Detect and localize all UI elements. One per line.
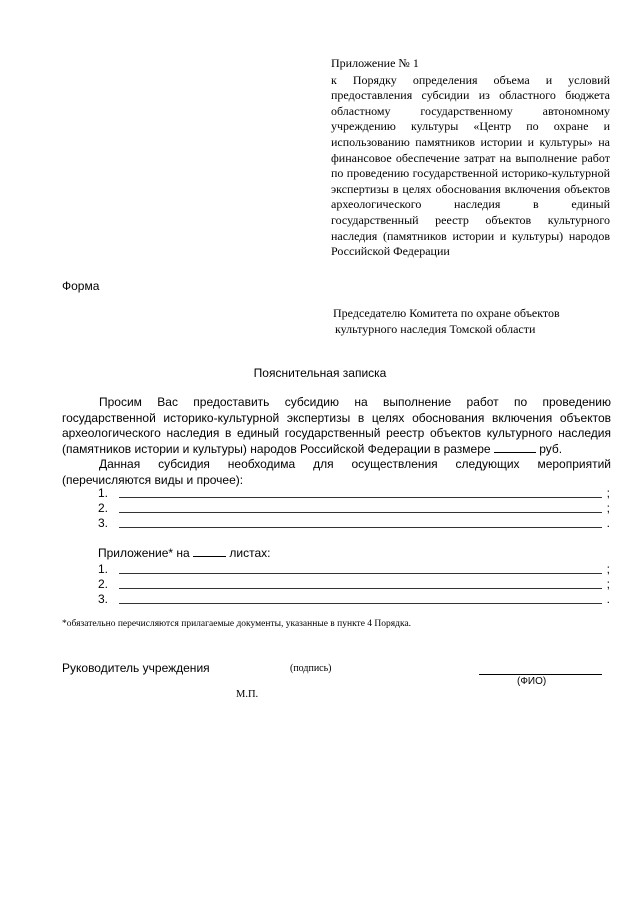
request-text-before-blank: Просим Вас предоставить субсидию на выполнение работ по проведению государственной историко-культурной экспертизы в целях обоснования включения объектов археологического наследия в единый государственный реестр объектов культурного наследия (памятников истории и культуры) народов Российской Федерации в размере	[62, 395, 611, 456]
attachments-list	[98, 562, 610, 607]
item-number: 2.	[98, 501, 109, 515]
list-item	[98, 501, 610, 516]
list-item	[98, 516, 610, 531]
currency-label: руб.	[539, 441, 563, 456]
fio-line	[479, 674, 602, 675]
item-end: .	[606, 516, 610, 530]
list-item	[98, 577, 610, 592]
recipient-line-1: Председателю Комитета по охране объектов	[333, 306, 560, 320]
amount-blank	[494, 442, 536, 453]
item-number: 3.	[98, 516, 109, 530]
item-end: .	[606, 592, 610, 606]
attachment-label	[98, 546, 270, 560]
footnote: *обязательно перечисляются прилагаемые документы, указанные в пункте 4 Порядка.	[62, 619, 412, 629]
item-number: 1.	[98, 486, 109, 500]
list-item	[98, 562, 610, 577]
item-end: ;	[606, 486, 610, 500]
fill-line	[119, 573, 602, 574]
request-text	[62, 395, 611, 488]
attachment-label-prefix: Приложение* на	[98, 546, 190, 560]
item-end: ;	[606, 562, 610, 576]
fill-line	[119, 603, 602, 604]
list-item	[98, 486, 610, 501]
recipient-line-2: культурного наследия Томской области	[335, 322, 536, 336]
signature-caption: (подпись)	[290, 663, 332, 674]
form-label: Форма	[62, 279, 100, 293]
fill-line	[119, 588, 602, 589]
item-end: ;	[606, 501, 610, 515]
annex-title: Приложение № 1	[331, 56, 419, 70]
annex-body: к Порядку определения объема и условий предоставления субсидии из областного бюджета областному государственному автономному учреждению культуры «Центр по охране и использованию памятников истории и культуры» на финансовое обеспечение затрат на выполнение работ по проведению государственной историко-культурной экспертизы в целях обоснования включения объектов археологического наследия в единый государственный реестр объектов культурного наследия (памятников истории и культуры) народов Российской Федерации	[331, 72, 610, 259]
annex-header	[331, 56, 610, 260]
head-label: Руководитель учреждения	[62, 661, 210, 675]
item-number: 1.	[98, 562, 109, 576]
item-end: ;	[606, 577, 610, 591]
item-number: 3.	[98, 592, 109, 606]
purpose-paragraph: Данная субсидия необходима для осуществления следующих мероприятий (перечисляются виды и прочее):	[62, 457, 611, 487]
fill-line	[119, 512, 602, 513]
fill-line	[119, 497, 602, 498]
item-number: 2.	[98, 577, 109, 591]
document-title: Пояснительная записка	[253, 366, 387, 380]
sheets-count-blank	[193, 546, 226, 557]
list-item	[98, 592, 610, 607]
activities-list	[98, 486, 610, 531]
stamp-label: М.П.	[236, 689, 259, 700]
request-paragraph	[62, 395, 611, 457]
fio-caption: (ФИО)	[517, 676, 547, 687]
fill-line	[119, 527, 602, 528]
recipient-block	[333, 305, 613, 337]
attachment-label-suffix: листах:	[229, 546, 271, 560]
